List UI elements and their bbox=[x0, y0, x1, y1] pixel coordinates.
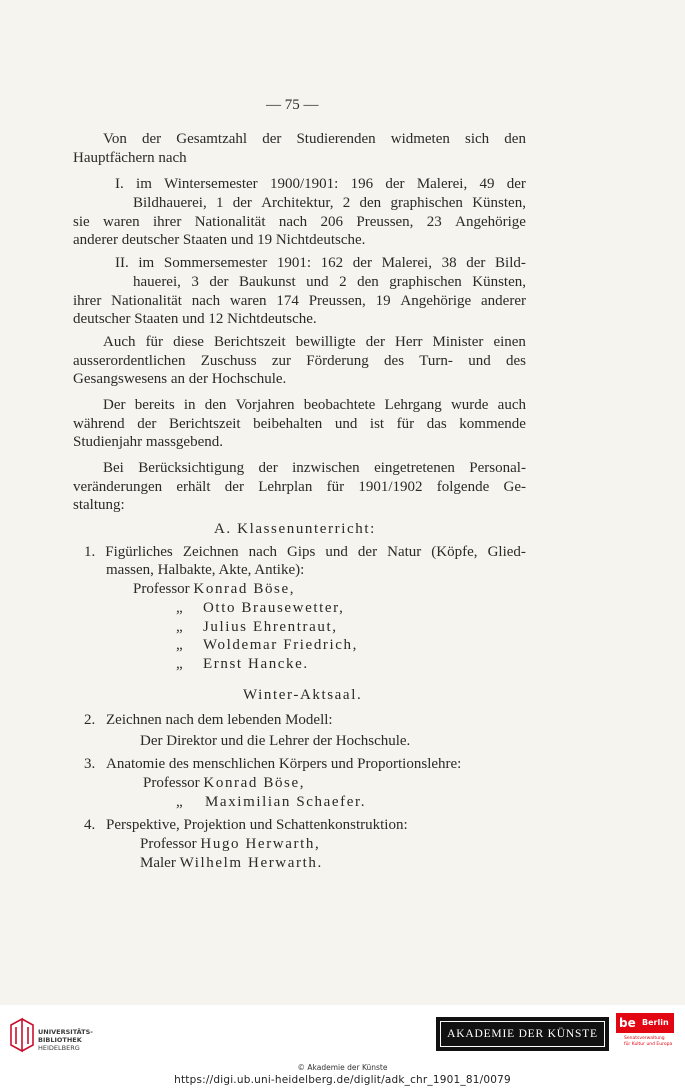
para2-line2 bbox=[73, 352, 526, 370]
item-i-line4: anderer deutscher Staaten und 19 Nichtdeutsche. bbox=[73, 232, 366, 248]
word: beibehalten bbox=[253, 416, 323, 432]
word: Bei bbox=[103, 460, 124, 476]
word: Gesamtzahl bbox=[176, 131, 248, 147]
heading-klassenunterricht: A. Klassenunterricht: bbox=[214, 521, 376, 537]
word: erhält bbox=[176, 479, 211, 495]
be-berlin-logo[interactable] bbox=[616, 1013, 678, 1055]
word: der bbox=[506, 176, 526, 192]
teacher-name: Konrad Böse, bbox=[193, 581, 296, 597]
word: ausserordentlichen bbox=[73, 353, 186, 369]
be-berlin-badge bbox=[616, 1013, 674, 1033]
word: Angehörige bbox=[400, 293, 472, 309]
word: ist bbox=[369, 416, 385, 432]
university-library-logo[interactable] bbox=[8, 1015, 98, 1055]
word: des bbox=[384, 353, 405, 369]
word: widmeten bbox=[390, 131, 450, 147]
ub-line1: UNIVERSITÄTS- bbox=[38, 1028, 93, 1036]
ditto-mark: „ bbox=[176, 619, 183, 635]
word: Preussen, bbox=[308, 293, 366, 309]
copyright-notice: © Akademie der Künste bbox=[297, 1063, 388, 1072]
ditto-mark: „ bbox=[176, 656, 183, 672]
ub-line2: BIBLIOTHEK bbox=[38, 1036, 82, 1044]
ditto-mark: „ bbox=[176, 600, 183, 616]
word: 3 bbox=[191, 274, 199, 290]
word: Berichtszeit bbox=[214, 334, 286, 350]
word: Berücksichtigung bbox=[138, 460, 245, 476]
word: Natur bbox=[387, 544, 422, 560]
word: 38 bbox=[441, 255, 457, 271]
berlin-text: Berlin bbox=[642, 1018, 669, 1027]
word: Preussen, bbox=[356, 214, 414, 230]
professor-prefix: Professor bbox=[140, 836, 197, 852]
para4-line2 bbox=[73, 478, 526, 496]
ditto-mark: „ bbox=[176, 637, 183, 653]
word: bereits bbox=[134, 397, 175, 413]
word: und bbox=[334, 416, 358, 432]
word: Auch bbox=[103, 334, 136, 350]
para1-line2: Hauptfächern nach bbox=[73, 150, 187, 166]
para1-line1 bbox=[103, 130, 526, 148]
word: Angehörige bbox=[455, 214, 526, 230]
word: Architektur, bbox=[261, 195, 334, 211]
word: graphischen bbox=[389, 274, 462, 290]
list2-line1: Zeichnen nach dem lebenden Modell: bbox=[106, 712, 333, 728]
maler-prefix: Maler bbox=[140, 855, 176, 871]
word: und bbox=[325, 544, 348, 560]
word: sie bbox=[73, 214, 90, 230]
word: Gips bbox=[287, 544, 316, 560]
word: 2 bbox=[342, 195, 351, 211]
list2-line2: Der Direktor und die Lehrer der Hochschule. bbox=[140, 733, 411, 749]
word: 19 bbox=[375, 293, 391, 309]
item-i-line1 bbox=[115, 175, 526, 193]
word: des bbox=[505, 353, 526, 369]
word: im bbox=[136, 176, 152, 192]
word: I. bbox=[115, 176, 124, 192]
professor-prefix: Professor bbox=[143, 775, 200, 791]
word: (Köpfe, bbox=[431, 544, 478, 560]
word: der bbox=[258, 460, 278, 476]
word: Minister bbox=[432, 334, 484, 350]
word: bewilligte bbox=[295, 334, 356, 350]
list4-teacher-2 bbox=[140, 854, 323, 872]
word: Förderung bbox=[306, 353, 369, 369]
word: 1 bbox=[216, 195, 224, 211]
ub-heidelberg-icon bbox=[8, 1017, 36, 1053]
adk-label: AKADEMIE DER KÜNSTE bbox=[440, 1021, 605, 1047]
word: den bbox=[359, 195, 382, 211]
word: das bbox=[426, 416, 447, 432]
word: 23 bbox=[426, 214, 442, 230]
word: Herr bbox=[395, 334, 423, 350]
word: Turn- bbox=[419, 353, 453, 369]
word: sich bbox=[465, 131, 490, 147]
akademie-der-kuenste-logo[interactable] bbox=[436, 1017, 609, 1051]
word: für bbox=[326, 479, 345, 495]
word: in bbox=[183, 397, 196, 413]
word: Bild- bbox=[495, 255, 526, 271]
word: und bbox=[468, 353, 491, 369]
word: inzwischen bbox=[292, 460, 360, 476]
word: eingetretenen bbox=[374, 460, 455, 476]
word: Zeichnen bbox=[182, 544, 239, 560]
word: nach bbox=[278, 214, 308, 230]
word: der bbox=[385, 176, 405, 192]
senate-department-text bbox=[624, 1036, 672, 1047]
word: während bbox=[73, 416, 125, 432]
word: 1. bbox=[84, 544, 96, 560]
word: Zuschuss bbox=[200, 353, 257, 369]
word: hauerei, bbox=[133, 274, 181, 290]
word: graphischen bbox=[390, 195, 463, 211]
word: 162 bbox=[320, 255, 344, 271]
word: 2 bbox=[339, 274, 347, 290]
word: Personal- bbox=[469, 460, 526, 476]
word: einen bbox=[493, 334, 526, 350]
word: waren bbox=[103, 214, 140, 230]
ub-logo-text bbox=[38, 1028, 93, 1052]
word: der bbox=[262, 131, 282, 147]
be-sub1: Senatsverwaltung bbox=[624, 1036, 665, 1041]
list4-line1: Perspektive, Projektion und Schattenkonstruktion: bbox=[106, 817, 408, 833]
word: für bbox=[396, 416, 415, 432]
word: Wintersemester bbox=[164, 176, 258, 192]
list1-teacher-1 bbox=[133, 580, 295, 598]
word: anderer bbox=[481, 293, 526, 309]
word: diese bbox=[173, 334, 204, 350]
word: der bbox=[142, 131, 162, 147]
word: beobachtete bbox=[303, 397, 376, 413]
para2-line1 bbox=[103, 333, 526, 351]
list-number: 4. bbox=[84, 817, 96, 833]
teacher-name: Konrad Böse, bbox=[203, 775, 306, 791]
word: Sommersemester bbox=[163, 255, 268, 271]
word: Lehrplan bbox=[258, 479, 313, 495]
word: 1901: bbox=[276, 255, 311, 271]
word: Ge- bbox=[503, 479, 526, 495]
word: der bbox=[137, 416, 157, 432]
word: für bbox=[145, 334, 164, 350]
item-ii-line1 bbox=[115, 254, 526, 272]
teacher-name: Hugo Herwarth, bbox=[200, 836, 321, 852]
item-i-line3 bbox=[73, 213, 526, 231]
word: Künsten, bbox=[472, 195, 526, 211]
para4-line3: staltung: bbox=[73, 497, 125, 513]
ditto-mark: „ bbox=[176, 794, 183, 810]
word: auch bbox=[497, 397, 526, 413]
word: Bildhauerei, bbox=[133, 195, 207, 211]
word: folgende bbox=[436, 479, 490, 495]
word: den bbox=[504, 131, 526, 147]
word: waren bbox=[229, 293, 267, 309]
word: und bbox=[306, 274, 329, 290]
word: veränderungen bbox=[73, 479, 163, 495]
teacher-name: Ernst Hancke. bbox=[203, 656, 309, 672]
word: ihrer bbox=[73, 293, 102, 309]
word: den bbox=[204, 397, 227, 413]
word: wurde bbox=[450, 397, 489, 413]
word: ihrer bbox=[153, 214, 182, 230]
word: Malerei, bbox=[381, 255, 432, 271]
word: der bbox=[224, 479, 244, 495]
word: Glied- bbox=[487, 544, 526, 560]
word: Lehrgang bbox=[384, 397, 442, 413]
word: Studierenden bbox=[296, 131, 376, 147]
item-ii-line3 bbox=[73, 292, 526, 310]
word: zur bbox=[271, 353, 291, 369]
word: nach bbox=[248, 544, 277, 560]
word: im bbox=[138, 255, 155, 271]
list-number: 3. bbox=[84, 756, 96, 772]
word: der bbox=[232, 195, 252, 211]
word: der bbox=[365, 334, 385, 350]
word: Figürliches bbox=[105, 544, 173, 560]
word: Baukunst bbox=[239, 274, 296, 290]
be-text: be bbox=[619, 1016, 636, 1030]
teacher-name: Wilhelm Herwarth. bbox=[179, 855, 323, 871]
page-number: — 75 — bbox=[266, 97, 319, 113]
be-sub2: für Kultur und Europa bbox=[624, 1041, 673, 1047]
viewer-footer bbox=[0, 1005, 685, 1089]
teacher-name: Woldemar Friedrich, bbox=[203, 637, 358, 653]
word: der bbox=[352, 255, 372, 271]
word: den bbox=[357, 274, 379, 290]
item-ii-line4: deutscher Staaten und 12 Nichtdeutsche. bbox=[73, 311, 317, 327]
word: Von bbox=[103, 131, 127, 147]
word: Nationalität bbox=[111, 293, 182, 309]
word: 206 bbox=[320, 214, 344, 230]
word: Nationalität bbox=[194, 214, 266, 230]
word: 174 bbox=[276, 293, 299, 309]
para2-line3: Gesangswesens an der Hochschule. bbox=[73, 371, 287, 387]
word: der bbox=[466, 255, 486, 271]
word: II. bbox=[115, 255, 129, 271]
word: kommende bbox=[459, 416, 526, 432]
word: Vorjahren bbox=[235, 397, 295, 413]
heading-winter-aktsaal: Winter-Aktsaal. bbox=[243, 687, 363, 703]
list3-teacher-1 bbox=[143, 774, 305, 792]
word: 49 bbox=[479, 176, 495, 192]
list3-line1: Anatomie des menschlichen Körpers und Proportionslehre: bbox=[106, 756, 462, 772]
word: Malerei, bbox=[416, 176, 468, 192]
professor-prefix: Professor bbox=[133, 581, 190, 597]
word: der bbox=[209, 274, 229, 290]
list1-line1 bbox=[84, 543, 526, 561]
list4-teacher-1 bbox=[140, 835, 320, 853]
word: Künsten, bbox=[472, 274, 526, 290]
teacher-name: Maximilian Schaefer. bbox=[205, 794, 367, 810]
word: der bbox=[357, 544, 378, 560]
word: 1901/1902 bbox=[358, 479, 423, 495]
ub-line3: HEIDELBERG bbox=[38, 1044, 80, 1052]
item-ii-line2 bbox=[133, 273, 526, 291]
word: nach bbox=[191, 293, 221, 309]
word: 196 bbox=[350, 176, 374, 192]
teacher-name: Julius Ehrentraut, bbox=[203, 619, 338, 635]
teacher-name: Otto Brausewetter, bbox=[203, 600, 345, 616]
para3-line1 bbox=[103, 396, 526, 414]
word: 1900/1901: bbox=[269, 176, 339, 192]
word: Der bbox=[103, 397, 126, 413]
list-number: 2. bbox=[84, 712, 96, 728]
list1-line2: massen, Halbakte, Akte, Antike): bbox=[106, 562, 305, 578]
word: Berichtszeit bbox=[168, 416, 241, 432]
para4-line1 bbox=[103, 459, 526, 477]
para3-line2 bbox=[73, 415, 526, 433]
page-url[interactable]: https://digi.ub.uni-heidelberg.de/diglit/adk_chr_1901_81/0079 bbox=[174, 1074, 511, 1086]
item-i-line2 bbox=[133, 194, 526, 212]
para3-line3: Studienjahr massgebend. bbox=[73, 434, 223, 450]
